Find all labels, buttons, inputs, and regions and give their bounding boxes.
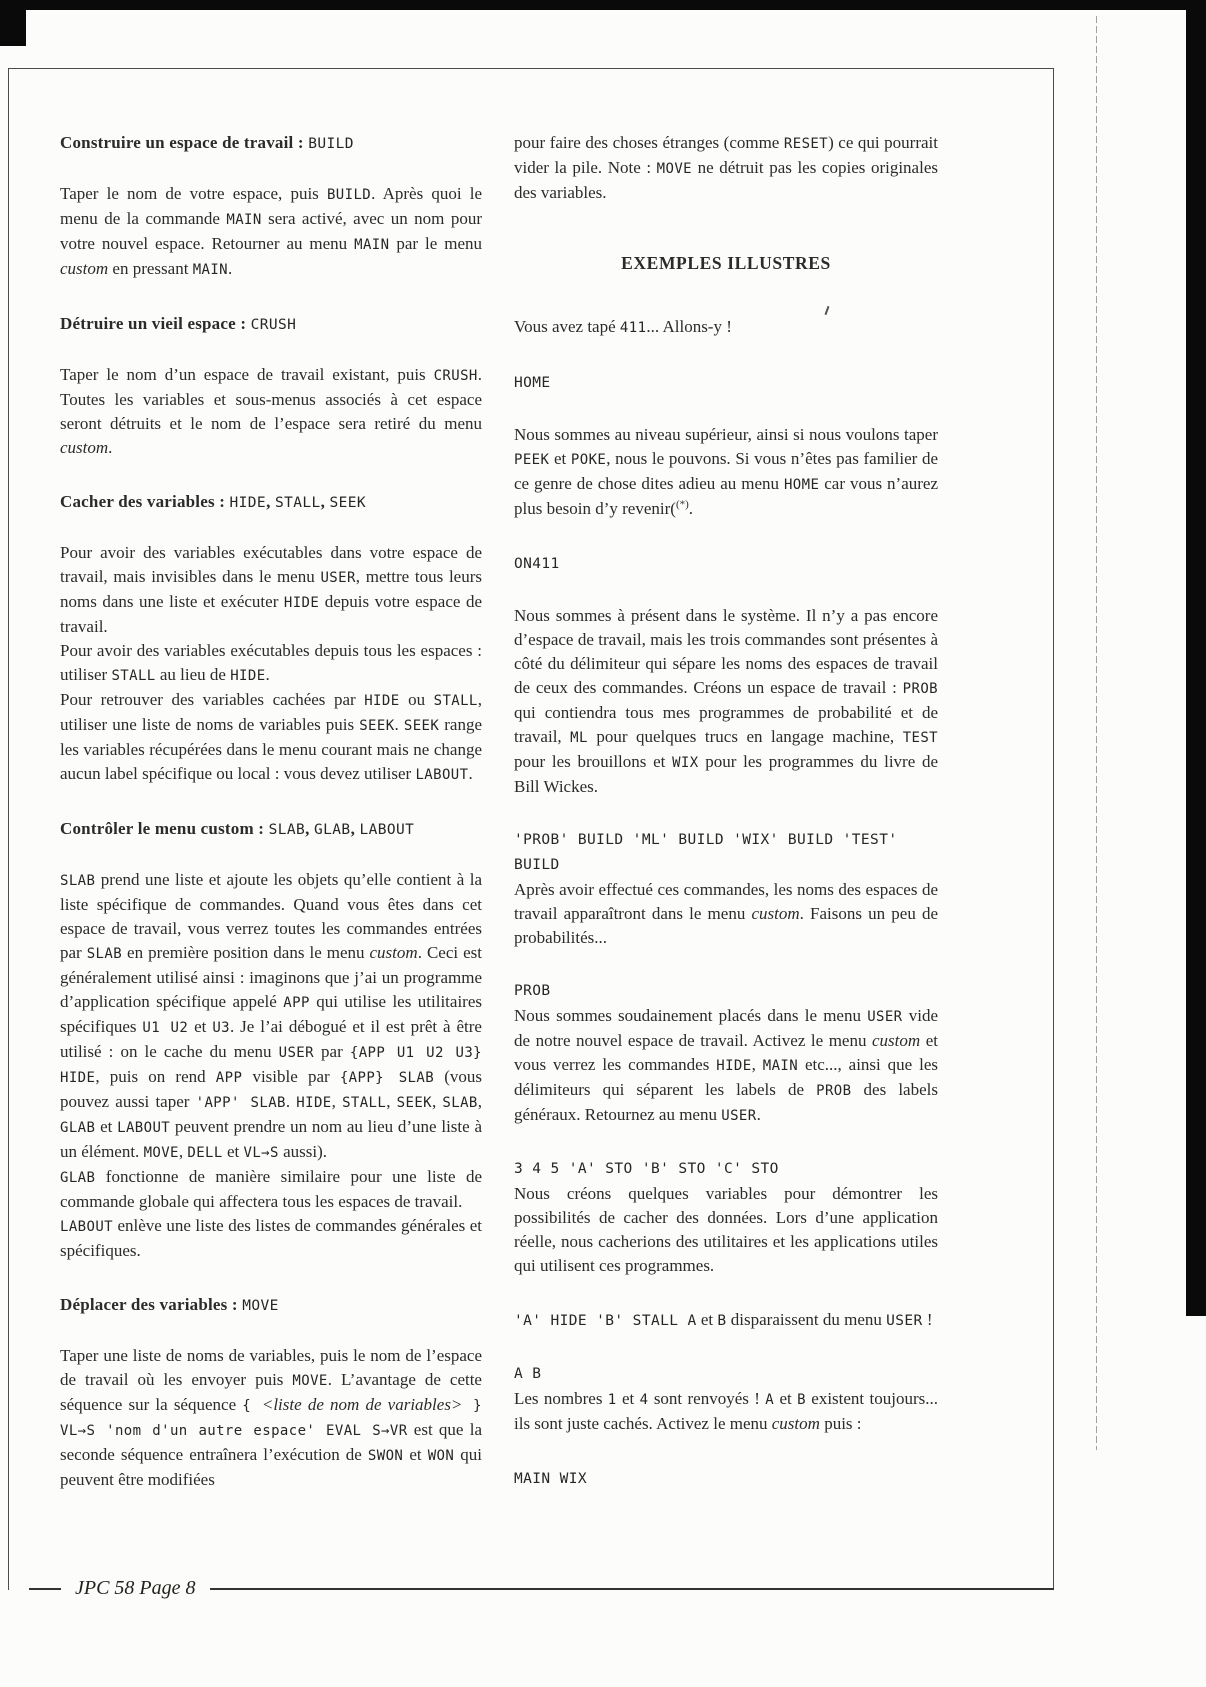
paragraph (514, 131, 938, 205)
text-segment: , (386, 1092, 397, 1111)
text-segment: . Toutes les variables et sous-menus associés à cet espace seront détruits et le nom de l’espace sera retiré du menu (60, 365, 482, 433)
text-segment: Pour avoir des variables exécutables depuis tous les espaces : utiliser (60, 641, 482, 684)
text-segment: par le menu (389, 234, 482, 253)
text-segment: , (178, 1142, 188, 1161)
command-text: 'PROB' BUILD 'ML' BUILD 'WIX' BUILD 'TEST' BUILD (514, 832, 898, 873)
text-segment: Taper le nom de votre espace, puis (60, 184, 327, 203)
paragraph (514, 1387, 938, 1436)
text-segment: prend une liste et ajoute les objets qu’elle contient à la liste spécifique de commandes. Quand vous êtes dans cet espace de travail, vous verrez toutes les commandes entrées par (60, 870, 482, 962)
paragraph (514, 423, 938, 521)
command-text: B (717, 1313, 727, 1329)
command-text: MOVE (292, 1373, 328, 1389)
command-text: DELL (187, 1145, 223, 1161)
command-text: HOME (783, 477, 820, 493)
text-segment: et vous verrez les commandes (514, 1031, 938, 1074)
text-segment: pour les brouillons et (514, 752, 673, 771)
paragraph (514, 315, 938, 340)
command-line (514, 1466, 938, 1491)
italic-text: custom (751, 904, 800, 923)
command-text: SLAB (86, 946, 123, 962)
command-text: SLAB (60, 873, 96, 889)
text-segment: est que la seconde séquence entraînera l’exécution de (60, 1420, 482, 1464)
command-text: STALL (274, 495, 321, 511)
text-segment: , (477, 1092, 482, 1111)
command-text: HOME (514, 375, 551, 391)
text-segment: sont renvoyés ! (648, 1389, 766, 1408)
text-segment: Cacher des variables : (60, 492, 230, 511)
text-segment: Détruire un vieil espace : (60, 314, 251, 333)
paragraph (514, 1182, 938, 1278)
text-segment: par (313, 1042, 350, 1061)
command-text: GLAB (60, 1120, 96, 1136)
command-text: MOVE (242, 1298, 279, 1314)
text-segment: EXEMPLES ILLUSTRES (621, 253, 831, 273)
text-segment: et (403, 1445, 428, 1464)
command-line (514, 1308, 938, 1333)
command-text: USER (320, 570, 356, 586)
scan-edge-right (1186, 0, 1206, 1316)
paragraph (60, 541, 482, 639)
italic-text: custom (872, 1031, 921, 1050)
command-line (514, 978, 938, 1003)
text-segment: Nous créons quelques variables pour démontrer les possibilités de cacher des données. Lors d’une application réelle, nous cacherions des utilitaires et les applications utiles qui utilisent ces programmes. (514, 1184, 938, 1275)
command-text: MAIN (354, 237, 390, 253)
command-text: LABOUT (60, 1219, 113, 1235)
section-heading (60, 1293, 482, 1318)
text-segment: qui contiendra tous mes programmes de probabilité et de travail, (514, 703, 938, 746)
command-text: MAIN WIX (514, 1471, 588, 1487)
command-text: 4 (639, 1392, 649, 1408)
command-text: 1 (607, 1392, 617, 1408)
text-segment: . Je l’ai débogué et il est prêt à être utilisé : on le cache du menu (60, 1017, 482, 1061)
text-segment: , (320, 492, 330, 511)
text-segment: . (688, 499, 694, 518)
text-segment: et (549, 449, 571, 468)
text-segment: et (222, 1142, 244, 1161)
text-segment: Les nombres (514, 1389, 608, 1408)
command-text: U3 (212, 1020, 230, 1036)
paragraph (514, 604, 938, 799)
section-heading (60, 312, 482, 337)
paragraph (514, 878, 938, 950)
command-text: HIDE (716, 1058, 752, 1074)
italic-text: <liste de nom de variables> (261, 1395, 463, 1414)
text-segment: en pressant (108, 259, 193, 278)
command-text: SEEK (396, 1095, 432, 1111)
command-text: 'APP' SLAB (195, 1095, 286, 1111)
command-text: SEEK (403, 718, 440, 734)
command-text: CRUSH (250, 317, 297, 333)
text-segment: Nous sommes soudainement placés dans le menu (514, 1006, 868, 1025)
command-text: CRUSH (433, 368, 478, 384)
text-segment: Taper le nom d’un espace de travail existant, puis (60, 365, 434, 384)
command-text: SLAB (442, 1095, 478, 1111)
paragraph (60, 182, 482, 282)
text-segment: puis : (819, 1414, 862, 1433)
text-segment: , (331, 1092, 343, 1111)
italic-text: custom (60, 438, 109, 457)
command-text: PROB (816, 1083, 852, 1099)
command-text: USER (867, 1009, 903, 1025)
text-segment: peuvent prendre un nom au lieu d’une liste à un élément. (60, 1117, 482, 1161)
section-heading (60, 817, 482, 842)
command-text: 'A' HIDE 'B' STALL A (514, 1313, 697, 1329)
text-segment: depuis votre espace de travail. (60, 592, 482, 636)
command-line (514, 827, 938, 877)
text-segment: , nous le pouvons. Si vous n’êtes pas familier de ce genre de chose dites adieu au menu (514, 449, 938, 493)
text-segment: , puis on rend (95, 1067, 216, 1086)
text-segment: . (756, 1105, 761, 1124)
text-segment: au lieu de (155, 665, 231, 684)
text-segment: Pour retrouver des variables cachées par (60, 690, 365, 709)
text-segment: Contrôler le menu custom : (60, 819, 269, 838)
text-segment: ne détruit pas les copies originales des variables. (514, 158, 938, 202)
section-heading (60, 131, 482, 156)
command-text: WIX (672, 755, 699, 771)
paragraph (60, 1214, 482, 1263)
text-segment: et (616, 1389, 640, 1408)
text-segment: Pour avoir des variables exécutables dans votre espace de travail, mais invisibles dans le menu (60, 543, 482, 586)
text-segment: , (350, 819, 360, 838)
text-segment: et (696, 1310, 718, 1329)
text-segment: car vous n’aurez plus besoin d’y revenir( (514, 474, 938, 518)
text-segment: Vous avez tapé (514, 317, 620, 336)
command-text: HIDE (230, 668, 266, 684)
text-segment: et (774, 1389, 798, 1408)
command-text: STALL (433, 693, 478, 709)
page-footer (9, 1577, 1054, 1600)
paragraph (514, 1004, 938, 1128)
command-text: STALL (111, 668, 156, 684)
command-text: LABOUT (415, 767, 469, 783)
command-text: BUILD (308, 136, 354, 152)
command-line (514, 1156, 938, 1181)
text-segment: pour faire des choses étranges (comme (514, 133, 784, 152)
paragraph (60, 1165, 482, 1214)
text-segment: ! (922, 1310, 933, 1329)
footer-rule-right (210, 1588, 1054, 1590)
text-segment: pour les programmes du livre de Bill Wickes. (514, 752, 939, 796)
text-segment: ou (399, 690, 434, 709)
command-text: U1 U2 (142, 1020, 189, 1036)
command-text: GLAB (60, 1170, 96, 1186)
center-heading (514, 251, 938, 275)
command-text: USER (886, 1313, 923, 1329)
command-text: ML (570, 730, 588, 746)
command-text: {APP} SLAB (339, 1070, 435, 1086)
command-text: HIDE (283, 595, 320, 611)
text-segment: . (108, 438, 113, 457)
command-text: LABOUT (359, 822, 415, 838)
text-segment: Déplacer des variables : (60, 1295, 243, 1314)
command-text: MAIN (762, 1058, 799, 1074)
command-text: SEEK (329, 495, 367, 511)
command-text: { (242, 1398, 262, 1414)
text-segment: range les variables récupérées dans le menu courant mais ne change aucun label spécifique ou local : vous devez utiliser (60, 715, 483, 783)
text-segment: , (431, 1092, 443, 1111)
command-text: HIDE (229, 495, 267, 511)
command-text: LABOUT (117, 1120, 171, 1136)
footer-page-label: JPC 58 Page 8 (75, 1577, 196, 1599)
command-text: GLAB (314, 822, 351, 838)
text-columns (60, 131, 938, 1519)
text-segment: , (305, 819, 315, 838)
command-text: APP (215, 1070, 243, 1086)
command-text: MOVE (656, 161, 692, 177)
text-segment: . Ceci est généralement utilisé ainsi : imaginons que j’ai un programme d’application spécifique appelé (60, 943, 482, 1011)
text-segment: en première position dans le menu (122, 943, 370, 962)
italic-text: custom (771, 1414, 820, 1433)
text-segment: existent toujours... ils sont juste cachés. Activez le menu (514, 1389, 938, 1433)
command-text: POKE (570, 452, 607, 468)
footer-rule-left (29, 1588, 61, 1590)
footnote-marker: (*) (675, 498, 689, 511)
text-segment: Après avoir effectué ces commandes, les noms des espaces de travail apparaîtront dans le menu (514, 880, 938, 923)
command-text: PROB (902, 681, 938, 697)
command-line (514, 1361, 938, 1386)
command-text: {APP U1 U2 U3} HIDE (60, 1045, 482, 1086)
paragraph (60, 639, 482, 688)
italic-text: custom (60, 259, 109, 278)
section-heading (60, 490, 482, 515)
command-text: } VL→S 'nom d'un autre espace' EVAL S→VR (60, 1398, 482, 1439)
command-text: ON411 (514, 556, 560, 572)
command-text: USER (278, 1045, 314, 1061)
text-segment: sera activé, avec un nom pour votre nouvel espace. Retourner au menu (60, 209, 482, 253)
command-text: MOVE (143, 1145, 179, 1161)
column-left (60, 131, 482, 1519)
command-text: 411 (619, 320, 647, 336)
text-segment: visible par (242, 1067, 340, 1086)
command-text: HIDE (296, 1095, 332, 1111)
text-segment: ) ce qui pourrait vider la pile. Note : (514, 133, 938, 177)
command-text: SWON (367, 1448, 404, 1464)
command-text: TEST (902, 730, 939, 746)
paragraph (60, 868, 482, 1165)
text-segment: . (285, 1092, 297, 1111)
text-segment: pour quelques trucs en langage machine, (587, 727, 903, 746)
text-segment: qui utilise les utilitaires spécifiques (60, 992, 482, 1036)
command-text: APP (283, 995, 310, 1011)
text-segment: disparaissent du menu (726, 1310, 887, 1329)
text-segment: qui peuvent être modifiées (60, 1445, 482, 1489)
italic-text: custom (369, 943, 418, 962)
command-text: WON (427, 1448, 455, 1464)
text-segment: fonctionne de manière similaire pour une liste de commande globale qui affectera tous les espaces de travail. (60, 1167, 482, 1211)
command-text: RESET (783, 136, 829, 152)
command-text: PEEK (514, 452, 550, 468)
paragraph (60, 1344, 482, 1492)
command-text: PROB (514, 983, 551, 999)
column-right (514, 131, 938, 1519)
paragraph (60, 688, 482, 787)
command-line (514, 551, 938, 576)
text-segment: , utiliser une liste de noms de variables puis (60, 690, 483, 734)
scan-edge-corner (0, 0, 26, 46)
command-text: USER (721, 1108, 757, 1124)
text-segment: . (468, 764, 473, 783)
scan-edge-top (0, 0, 1206, 10)
command-text: VL→S (243, 1145, 279, 1161)
paragraph (60, 363, 482, 460)
text-segment: . (265, 665, 270, 684)
text-segment: . (228, 259, 233, 278)
command-text: A B (514, 1366, 542, 1382)
scan-fold-line (1096, 16, 1097, 1450)
command-text: SEEK (359, 718, 395, 734)
text-segment: etc..., ainsi que les délimiteurs qui séparent les labels de (514, 1055, 938, 1099)
command-text: 3 4 5 'A' STO 'B' STO 'C' STO (514, 1161, 779, 1177)
text-segment: , mettre tous leurs noms dans une liste et exécuter (60, 567, 482, 611)
command-text: A (765, 1392, 775, 1408)
text-segment: , (266, 492, 275, 511)
command-line (514, 370, 938, 395)
text-segment: . (394, 715, 404, 734)
command-text: BUILD (326, 187, 372, 203)
command-text: MAIN (192, 262, 229, 278)
text-segment: ... Allons-y ! (646, 317, 732, 336)
text-segment: des labels généraux. Retournez au menu (514, 1080, 938, 1124)
text-segment: . Faisons un peu de probabilités... (514, 904, 939, 947)
text-segment: Taper une liste de noms de variables, puis le nom de l’espace de travail où les envoyer puis (60, 1346, 482, 1389)
text-segment: aussi). (278, 1142, 327, 1161)
text-segment: , (751, 1055, 763, 1074)
text-segment: . Après quoi le menu de la commande (60, 184, 482, 228)
text-segment: vide de notre nouvel espace de travail. Activez le menu (514, 1006, 938, 1050)
text-segment: et (188, 1017, 213, 1036)
command-text: HIDE (364, 693, 400, 709)
command-text: MAIN (226, 212, 262, 228)
text-segment: (vous pouvez aussi taper (60, 1067, 483, 1111)
text-segment: Nous sommes au niveau supérieur, ainsi si nous voulons taper (514, 425, 938, 444)
text-segment: et (95, 1117, 118, 1136)
command-text: STALL (342, 1095, 387, 1111)
command-text: B (797, 1392, 806, 1408)
text-segment: Construire un espace de travail : (60, 133, 309, 152)
text-segment: . L’avantage de cette séquence sur la séquence (60, 1370, 482, 1414)
text-segment: enlève une liste des listes de commandes générales et spécifiques. (60, 1216, 482, 1260)
command-text: SLAB (268, 822, 306, 838)
text-segment: Nous sommes à présent dans le système. Il n’y a pas encore d’espace de travail, mais les trois commandes sont présentes à côté du délimiteur qui sépare les noms des espaces de travail de ceux des commandes. Créons un espace de travail : (514, 606, 938, 697)
